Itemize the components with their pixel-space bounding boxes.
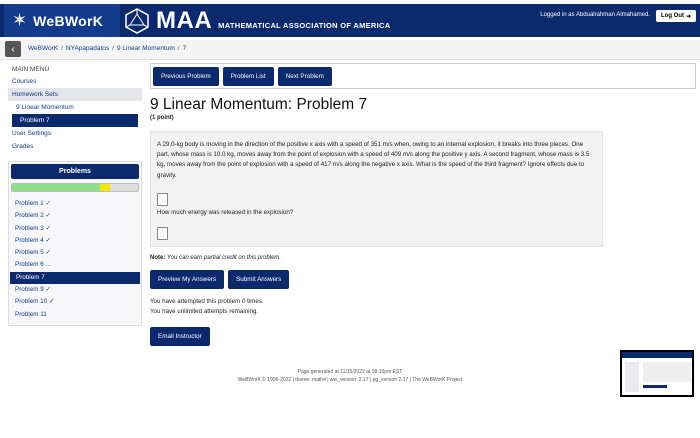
breadcrumb-course[interactable]: NYApapadatos <box>65 45 110 52</box>
problem-list-item[interactable]: Problem 2 ✓ <box>15 212 51 220</box>
main-menu-title: MAIN MENU <box>12 66 50 73</box>
sidebar-item-user-settings[interactable]: User Settings <box>12 130 52 137</box>
webwork-logo-text: WeBWorK <box>33 12 104 29</box>
breadcrumb-current: 7 <box>182 45 187 52</box>
question-energy: How much energy was released in the explosion? <box>157 208 294 216</box>
next-problem-button[interactable]: Next Problem <box>278 67 332 86</box>
previous-problem-button[interactable]: Previous Problem <box>153 67 219 86</box>
maa-logo[interactable] <box>124 4 390 37</box>
attempts-remaining: You have unlimited attempts remaining. <box>150 307 259 315</box>
main-content <box>150 63 696 346</box>
sidebar-item-courses[interactable]: Courses <box>12 78 37 85</box>
problem-list-item[interactable]: Problem 10 ✓ <box>15 298 55 306</box>
footer-generated: Page generated at 11/15/2022 at 08:10pm EST <box>297 369 403 375</box>
problem-list-item[interactable]: Problem 1 ✓ <box>15 200 51 207</box>
answer-field-1[interactable] <box>157 193 168 206</box>
maa-subtitle: MATHEMATICAL ASSOCIATION OF AMERICA <box>218 20 391 30</box>
back-button[interactable] <box>5 41 21 57</box>
thumbnail-sidebar <box>625 362 639 392</box>
attempt-info <box>150 297 696 316</box>
star-logo-icon: ✶ <box>12 10 28 30</box>
breadcrumb-separator: / <box>112 45 114 52</box>
breadcrumb-set[interactable]: 9 Linear Momentum <box>116 45 175 52</box>
breadcrumb-bar <box>0 40 700 60</box>
problem-list-item[interactable]: Problem 3 ✓ <box>15 224 51 232</box>
problem-body <box>150 131 603 247</box>
email-instructor-button[interactable]: Email Instructor <box>150 327 210 346</box>
logged-in-status: Logged in as Abdualrahman Almahamed. <box>540 12 650 18</box>
maa-icosahedron-icon <box>124 8 150 34</box>
problem-list-item[interactable]: Problem 9 ✓ <box>15 286 51 294</box>
screenshot-thumbnail[interactable] <box>620 350 694 397</box>
problem-list-item[interactable]: Problem 4 ✓ <box>15 236 51 244</box>
maa-title: MAA <box>156 6 213 34</box>
partial-credit-note <box>150 255 696 261</box>
problems-panel <box>8 161 142 326</box>
submit-row <box>150 270 696 289</box>
progress-bar <box>11 183 139 192</box>
problem-list <box>9 198 141 321</box>
problem-nav <box>150 63 696 89</box>
answer-field-2[interactable] <box>157 227 168 240</box>
thumbnail-button <box>643 385 667 388</box>
breadcrumb-separator: / <box>177 45 180 52</box>
footer-copyright: WeBWorK © 1996-2022 | theme: math4 | ww_version: 2.17 | pg_version 2.17 | The WeBWorK Project <box>237 377 463 383</box>
preview-answers-button[interactable]: Preview My Answers <box>150 270 224 289</box>
sidebar-item-grades[interactable]: Grades <box>12 143 34 150</box>
progress-partial-segment <box>100 184 110 191</box>
problems-header: Problems <box>11 164 139 179</box>
top-banner <box>0 4 700 37</box>
breadcrumb <box>28 45 186 52</box>
breadcrumb-webwork[interactable]: WeBWorK <box>28 45 59 52</box>
problem-list-button[interactable]: Problem List <box>223 67 274 86</box>
problem-list-item[interactable]: Problem 6 ... <box>15 261 51 269</box>
page-footer <box>150 368 550 384</box>
logout-label: Log Out <box>660 13 684 19</box>
sidebar-item-homework-sets[interactable]: Homework Sets <box>8 88 142 101</box>
problem-list-item[interactable]: Problem 5 ✓ <box>15 249 51 257</box>
sidebar-item-current-problem[interactable]: Problem 7 <box>12 114 138 127</box>
note-text: You can earn partial credit on this problem. <box>167 254 282 261</box>
thumbnail-header <box>622 352 692 358</box>
sidebar-item-set[interactable]: 9 Linear Momentum <box>16 104 74 111</box>
problem-list-item[interactable]: Problem 7 <box>10 272 140 284</box>
problem-points: (1 point) <box>150 115 174 121</box>
chevron-left-icon: ‹ <box>11 43 15 55</box>
breadcrumb-separator: / <box>61 45 63 52</box>
attempts-made: You have attempted this problem 0 times. <box>150 297 264 305</box>
note-label: Note: <box>150 254 166 261</box>
logout-button[interactable] <box>656 10 696 22</box>
sidebar <box>8 64 142 326</box>
progress-correct-segment <box>12 184 100 191</box>
problem-text: A 29.0-kg body is moving in the direction of the positive x axis with a speed of 351 m/s when, owing to an internal explosion, it breaks into three pieces. One part, whose mass is 10.0 kg, moves away from the point of explosion with a speed of 409 m/s along the positive y axis. A second fragment, whose mass is 3.5 kg, moves away from the point of explosion with a speed of 417 m/s along the negative x axis. What is the speed of the third fragment? Ignore effects due to gravity. <box>157 141 590 179</box>
page-title: 9 Linear Momentum: Problem 7 <box>150 96 368 113</box>
thumbnail-body <box>643 362 691 382</box>
submit-answers-button[interactable]: Submit Answers <box>228 270 289 289</box>
logout-icon: ➜ <box>685 13 692 20</box>
problem-list-item[interactable]: Problem 11 <box>15 310 47 318</box>
webwork-logo[interactable] <box>4 4 120 37</box>
